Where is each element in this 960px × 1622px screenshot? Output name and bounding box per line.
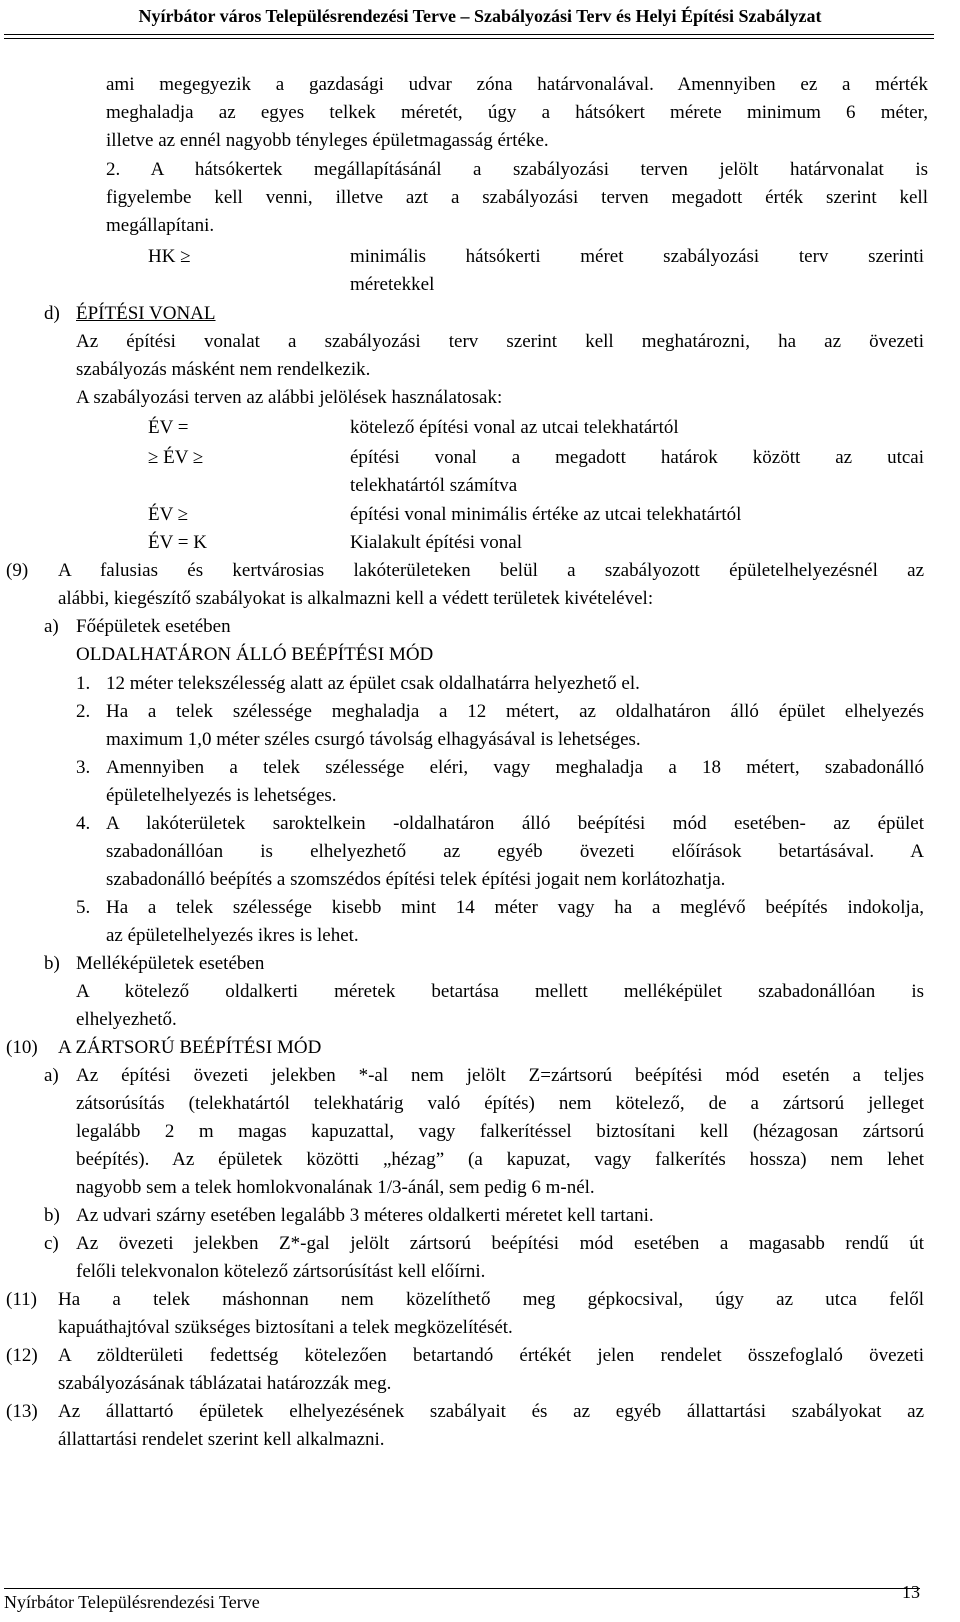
text-line: illetve az ennél nagyobb tényleges épületmagasság értéke. (106, 130, 549, 151)
legend-description: építési vonal a megadott határok között az utcai (350, 447, 924, 468)
paragraph-number: (10) (6, 1037, 38, 1058)
text-line: Az építési vonalat a szabályozási terv szerint kell meghatározni, ha az övezeti (76, 331, 924, 352)
header-rule-top (4, 34, 934, 35)
list-marker: a) (44, 1065, 59, 1086)
text-line: szabadonállóan is elhelyezhető az egyéb övezeti előírások betartásával. A (106, 841, 924, 862)
text-line: szabályozás másként nem rendelkezik. (76, 359, 371, 380)
subsection-heading: OLDALHATÁRON ÁLLÓ BEÉPÍTÉSI MÓD (76, 644, 434, 665)
legend-symbol: ÉV = K (148, 532, 207, 553)
text-line: 12 méter telekszélesség alatt az épület csak oldalhatárra helyezhető el. (106, 673, 640, 694)
text-line: Amennyiben a telek szélessége eléri, vagy meghaladja a 18 métert, szabadonálló (106, 757, 924, 778)
text-line: megállapítani. (106, 215, 215, 236)
text-line: Az építési övezeti jelekben *-al nem jelölt Z=zártsorú beépítési mód esetén a teljes (76, 1065, 924, 1086)
text-line: Az övezeti jelekben Z*-gal jelölt zártsorú beépítési mód esetében a magasabb rendű út (76, 1233, 924, 1254)
footer-rule (4, 1588, 920, 1589)
text-line: Az udvari szárny esetében legalább 3 méteres oldalkerti méretet kell tartani. (76, 1205, 654, 1226)
text-line: Ha a telek máshonnan nem közelíthető meg gépkocsival, úgy az utca felől (58, 1289, 924, 1310)
text-line: A kötelező oldalkerti méretek betartása mellett melléképület szabadonállóan is (76, 981, 924, 1002)
subsection-heading: Melléképületek esetében (76, 953, 265, 974)
legend-description: minimális hátsókerti méret szabályozási terv szerinti (350, 246, 924, 267)
legend-symbol: ≥ ÉV ≥ (148, 447, 204, 468)
text-line: maximum 1,0 méter széles csurgó távolság elhagyásával is lehetséges. (106, 729, 641, 750)
text-line: állattartási rendelet szerint kell alkalmazni. (58, 1429, 385, 1450)
list-marker: 5. (76, 897, 91, 918)
legend-description: kötelező építési vonal az utcai telekhatártól (350, 417, 679, 438)
list-marker: b) (44, 953, 60, 974)
text-line: beépítés). Az épületek közötti „hézag” (a kapuzat, vagy falkerítés hossza) nem lehet (76, 1149, 924, 1170)
text-line: A szabályozási terven az alábbi jelölések használatosak: (76, 387, 503, 408)
list-marker: 4. (76, 813, 91, 834)
text-line: Ha a telek szélessége meghaladja a 12 métert, az oldalhatáron álló épület elhelyezés (106, 701, 924, 722)
section-heading: ÉPÍTÉSI VONAL (76, 303, 216, 324)
list-marker: 2. (76, 701, 91, 722)
legend-symbol: HK ≥ (148, 246, 191, 267)
text-line: nagyobb sem a telek homlokvonalának 1/3-ánál, sem pedig 6 m-nél. (76, 1177, 595, 1198)
list-marker: a) (44, 616, 59, 637)
text-line: 2. A hátsókertek megállapításánál a szabályozási terven jelölt határvonalat is (106, 159, 928, 180)
running-header: Nyírbátor város Településrendezési Terve – Szabályozási Terv és Helyi Építési Szabályzat (138, 6, 822, 26)
text-line: szabályozásának táblázatai határozzák meg. (58, 1373, 392, 1394)
text-line: elhelyezhető. (76, 1009, 177, 1030)
text-line: az épületelhelyezés ikres is lehet. (106, 925, 359, 946)
text-line: szabadonálló beépítés a szomszédos építési telek építési jogait nem korlátozhatja. (106, 869, 726, 890)
text-line: A falusias és kertvárosias lakóterületeken belül a szabályozott épületelhelyezésnél az (58, 560, 924, 581)
text-line: figyelembe kell venni, illetve azt a szabályozási terven megadott érték szerint kell (106, 187, 928, 208)
list-marker: b) (44, 1205, 60, 1226)
legend-description: méretekkel (350, 274, 435, 295)
list-marker: 1. (76, 673, 91, 694)
paragraph-number: (11) (6, 1289, 37, 1310)
text-line: épületelhelyezés is lehetséges. (106, 785, 337, 806)
text-line: A lakóterületek saroktelkein -oldalhatáron álló beépítési mód esetében- az épület (106, 813, 924, 834)
text-line: Az állattartó épületek elhelyezésének szabályait és az egyéb állattartási szabályokat az (58, 1401, 924, 1422)
legend-description: telekhatártól számítva (350, 475, 518, 496)
section-heading: A ZÁRTSORÚ BEÉPÍTÉSI MÓD (58, 1037, 322, 1058)
legend-description: Kialakult építési vonal (350, 532, 523, 553)
legend-symbol: ÉV ≥ (148, 504, 189, 525)
header-rule-bottom (4, 38, 934, 39)
text-line: kapuáthajtóval szükséges biztosítani a telek megközelítését. (58, 1317, 513, 1338)
text-line: felőli telekvonalon kötelező zártsorúsítást kell előírni. (76, 1261, 486, 1282)
paragraph-number: (12) (6, 1345, 38, 1366)
text-line: zátsorúsítás (telekhatártól telekhatárig való építés) nem kötelező, de a zártsorú jelleget (76, 1093, 924, 1114)
text-line: ami megegyezik a gazdasági udvar zóna határvonalával. Amennyiben ez a mérték (106, 74, 928, 95)
legend-description: építési vonal minimális értéke az utcai telekhatártól (350, 504, 742, 525)
subsection-heading: Főépületek esetében (76, 616, 231, 637)
footer-title: Nyírbátor Településrendezési Terve (4, 1592, 260, 1612)
text-line: A zöldterületi fedettség kötelezően betartandó értékét jelen rendelet összefoglaló övezeti (58, 1345, 924, 1366)
page-number: 13 (902, 1582, 920, 1602)
list-marker: c) (44, 1233, 59, 1254)
legend-symbol: ÉV = (148, 417, 189, 438)
paragraph-number: (13) (6, 1401, 38, 1422)
list-marker: d) (44, 303, 60, 324)
text-line: legalább 2 m magas kapuzattal, vagy falkerítéssel biztosítani kell (hézagosan zártsorú (76, 1121, 924, 1142)
paragraph-number: (9) (6, 560, 29, 581)
text-line: meghaladja az egyes telkek méretét, úgy a hátsókert mérete minimum 6 méter, (106, 102, 928, 123)
list-marker: 3. (76, 757, 91, 778)
text-line: alábbi, kiegészítő szabályokat is alkalmazni kell a védett területek kivételével: (58, 588, 654, 609)
text-line: Ha a telek szélessége kisebb mint 14 méter vagy ha a meglévő beépítés indokolja, (106, 897, 924, 918)
